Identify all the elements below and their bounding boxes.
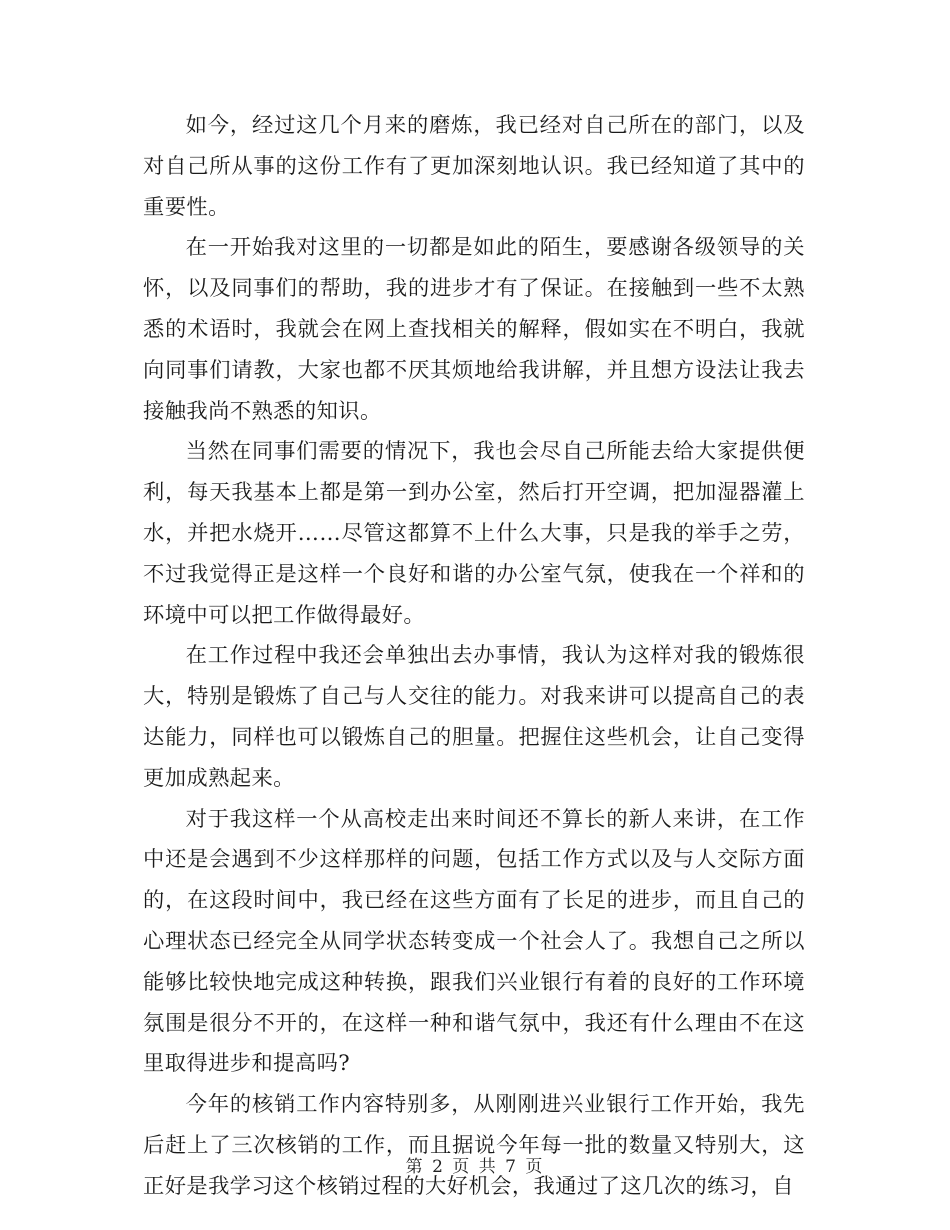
paragraph-6: 今年的核销工作内容特别多，从刚刚进兴业银行工作开始，我先后赶上了三次核销的工作，而且据说今年每一批的数量又特别大，这正好是我学习这个核销过程的大好机会，我通过了这几次的练习，自 (143, 1092, 805, 1199)
paragraph-3: 当然在同事们需要的情况下，我也会尽自己所能去给大家提供便利，每天我基本上都是第一到办公室，然后打开空调，把加湿器灌上水，并把水烧开……尽管这都算不上什么大事，只是我的举手之劳，不过我觉得正是这样一个良好和谐的办公室气氛，使我在一个祥和的环境中可以把工作做得最好。 (143, 439, 805, 628)
paragraph-4: 在工作过程中我还会单独出去办事情，我认为这样对我的锻炼很大，特别是锻炼了自己与人交往的能力。对我来讲可以提高自己的表达能力，同样也可以锻炼自己的胆量。把握住这些机会，让自己变得更加成熟起来。 (143, 643, 805, 791)
document-body (143, 106, 805, 1208)
page-number-footer: 第 2 页 共 7 页 (405, 1157, 545, 1177)
paragraph-2: 在一开始我对这里的一切都是如此的陌生，要感谢各级领导的关怀，以及同事们的帮助，我的进步才有了保证。在接触到一些不太熟悉的术语时，我就会在网上查找相关的解释，假如实在不明白，我就向同事们请教，大家也都不厌其烦地给我讲解，并且想方设法让我去接触我尚不熟悉的知识。 (143, 235, 805, 424)
paragraph-5: 对于我这样一个从高校走出来时间还不算长的新人来讲，在工作中还是会遇到不少这样那样的问题，包括工作方式以及与人交际方面的，在这段时间中，我已经在这些方面有了长足的进步，而且自己的心理状态已经完全从同学状态转变成一个社会人了。我想自己之所以能够比较快地完成这种转换，跟我们兴业银行有着的良好的工作环境氛围是很分不开的，在这样一种和谐气氛中，我还有什么理由不在这里取得进步和提高吗? (143, 806, 805, 1077)
paragraph-1: 如今，经过这几个月来的磨炼，我已经对自己所在的部门，以及对自己所从事的这份工作有了更加深刻地认识。我已经知道了其中的重要性。 (143, 113, 805, 220)
